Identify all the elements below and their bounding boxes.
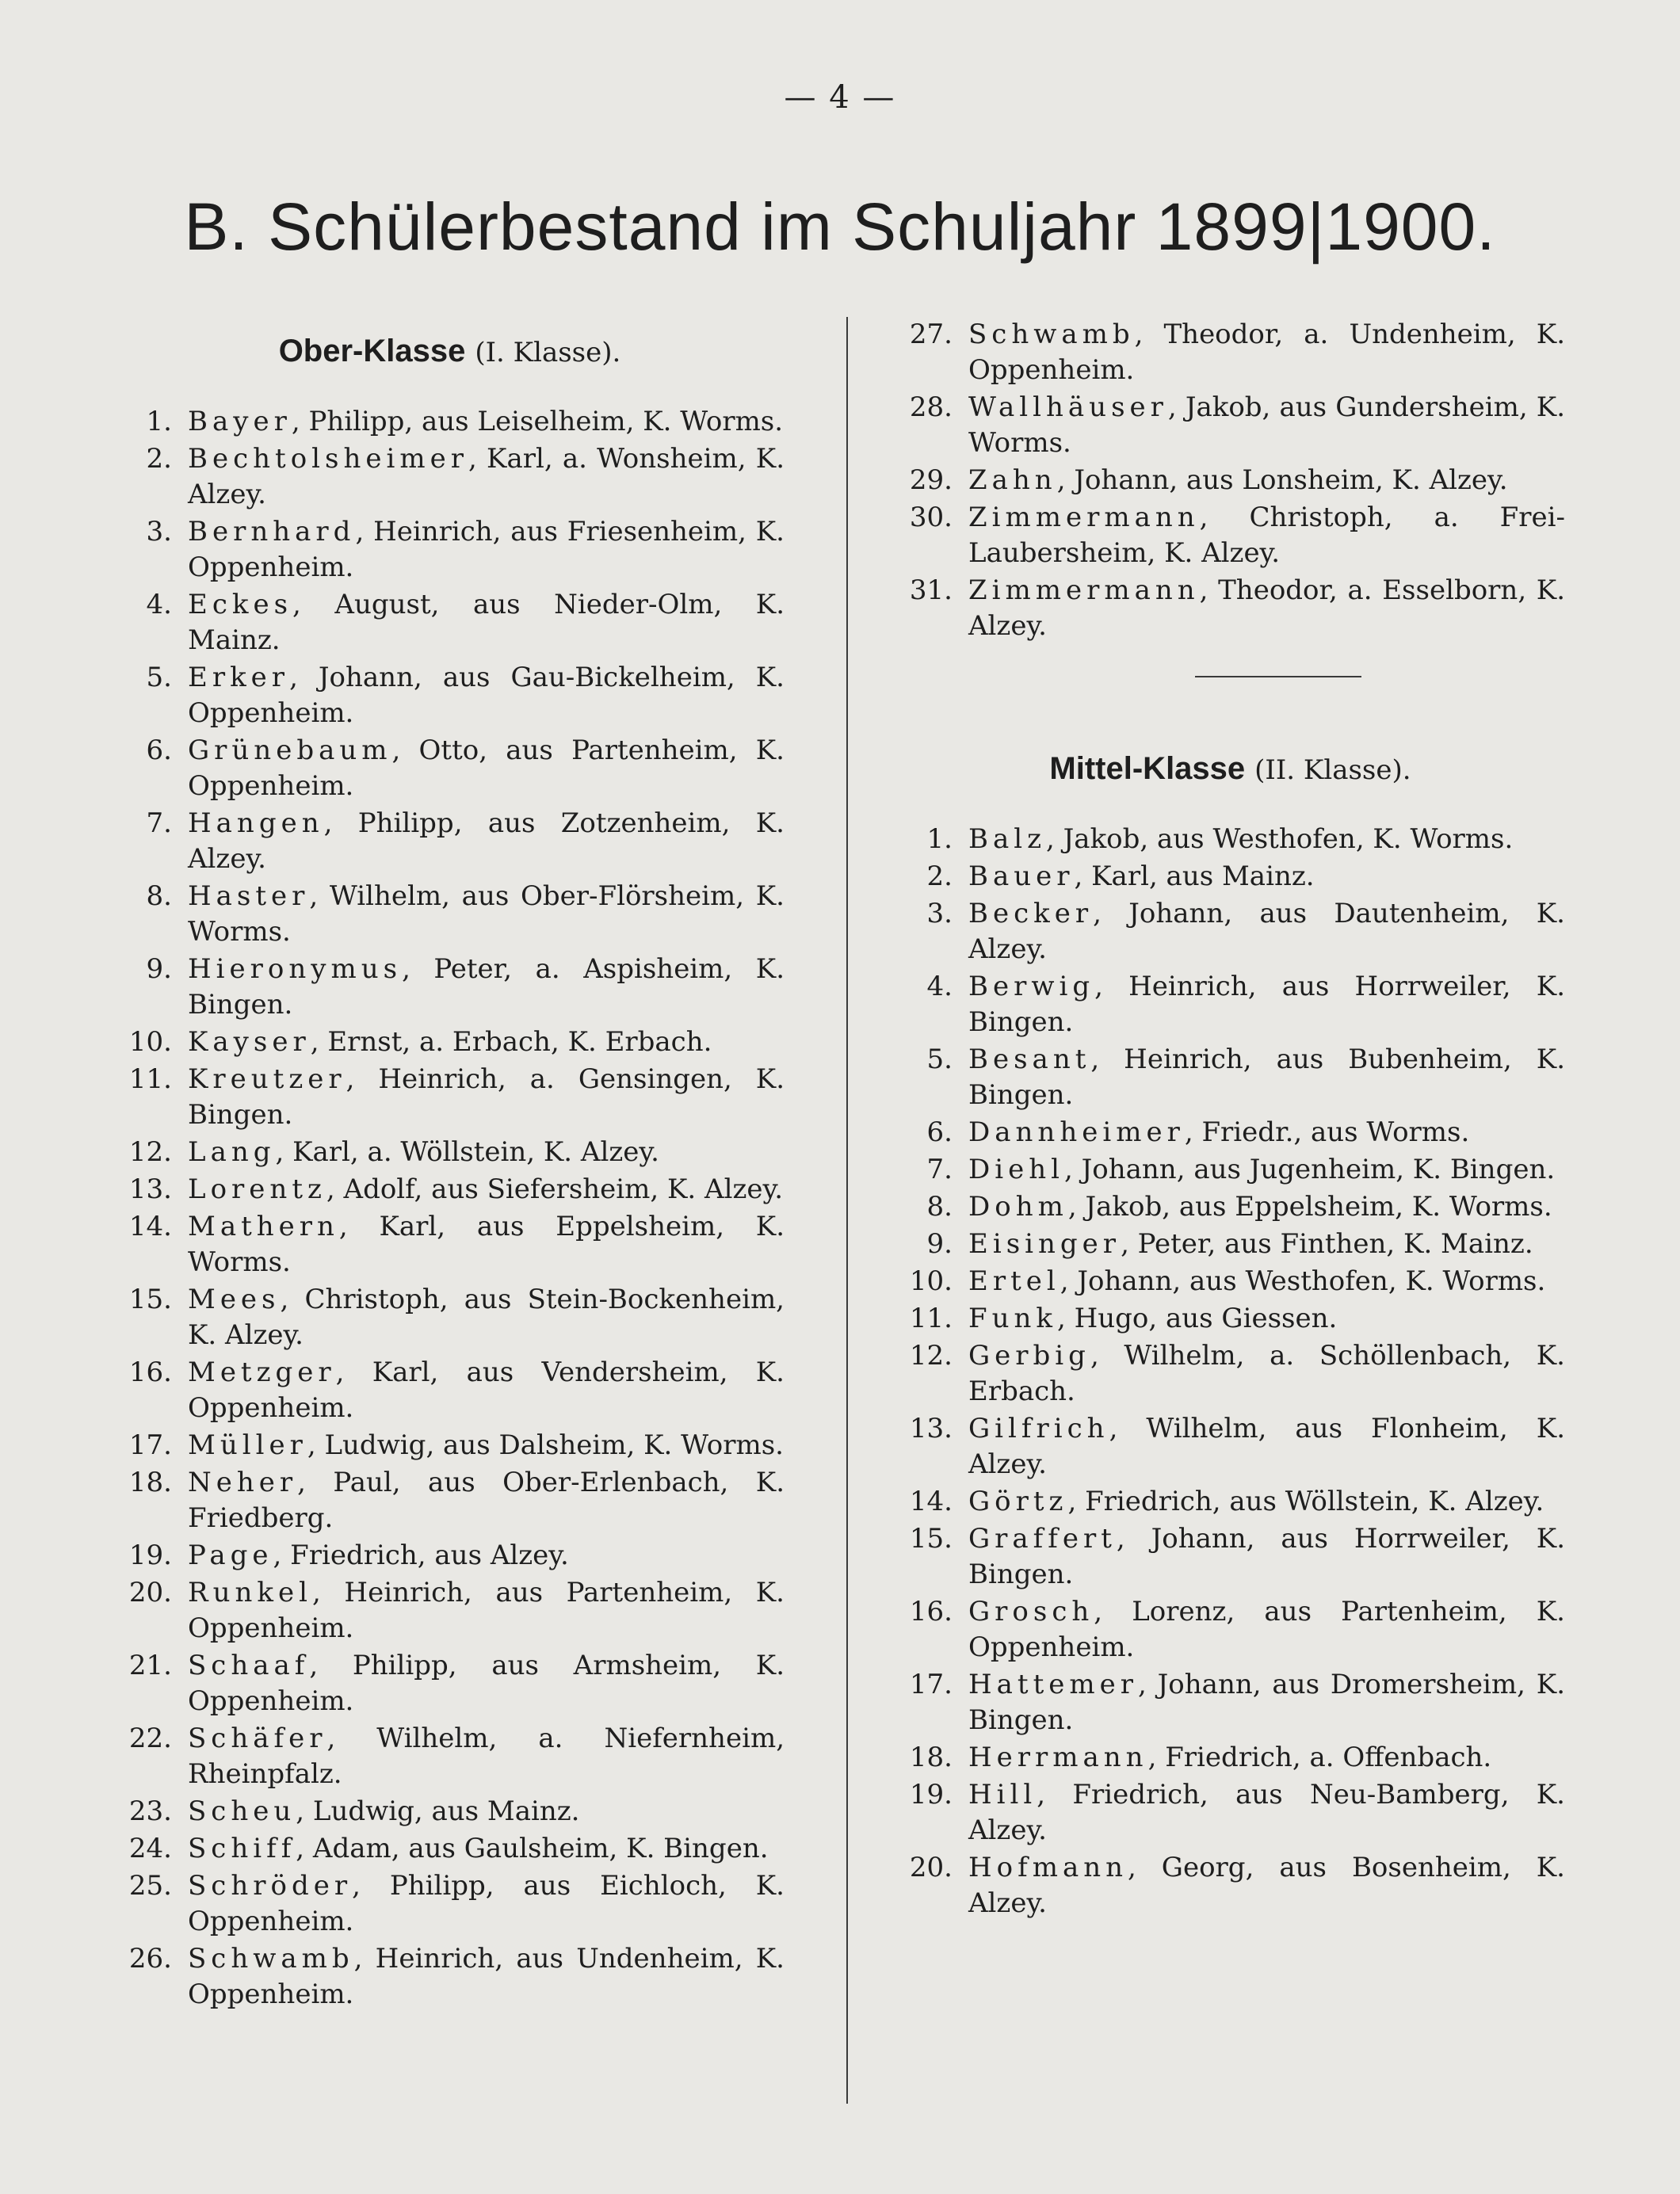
student-details: , Peter, aus Finthen, K. Mainz.	[1121, 1228, 1533, 1260]
student-entry	[895, 1115, 1565, 1150]
student-surname: Besant	[968, 1044, 1091, 1075]
student-entry	[895, 859, 1565, 895]
mittel-klasse-heading	[895, 735, 1565, 822]
student-details: , Lorenz, aus Partenheim, K. Oppenheim.	[968, 1596, 1565, 1663]
entry-number: 18.	[128, 1467, 172, 1498]
entry-number: 30.	[909, 502, 953, 533]
student-surname: Görtz	[968, 1486, 1068, 1517]
student-details: , Karl, a. Wöllstein, K. Alzey.	[275, 1136, 659, 1168]
entry-number: 13.	[128, 1173, 172, 1205]
student-entry	[895, 1740, 1565, 1776]
entry-number: 28.	[909, 391, 953, 423]
student-surname: Page	[188, 1540, 273, 1571]
student-surname: Bauer	[968, 860, 1075, 892]
student-entry	[115, 404, 785, 440]
student-details: , Philipp, aus Zotzenheim, K. Alzey.	[188, 807, 785, 875]
class-level: (II. Klasse).	[1254, 754, 1411, 786]
student-surname: Scheu	[188, 1795, 296, 1827]
student-details: , Johann, aus Horrweiler, K. Bingen.	[968, 1523, 1565, 1590]
student-surname: Bayer	[188, 406, 292, 437]
student-surname: Erker	[188, 662, 290, 693]
student-entry	[115, 806, 785, 877]
student-details: , Karl, aus Mainz.	[1074, 860, 1315, 892]
student-details: , Christoph, a. Frei-Laubersheim, K. Alzey.	[968, 502, 1565, 569]
entry-number: 9.	[146, 953, 172, 985]
student-surname: Dohm	[968, 1191, 1068, 1223]
student-details: , Philipp, aus Armsheim, K. Oppenheim.	[188, 1650, 785, 1717]
entry-number: 4.	[146, 589, 172, 620]
entry-number: 23.	[128, 1795, 172, 1827]
student-entry	[115, 1465, 785, 1536]
entry-number: 6.	[926, 1116, 953, 1148]
student-entry	[895, 1521, 1565, 1593]
student-surname: Mees	[188, 1284, 281, 1315]
student-details: , Hugo, aus Giessen.	[1057, 1303, 1338, 1334]
entry-number: 5.	[146, 662, 172, 693]
student-surname: Zimmermann	[968, 574, 1200, 606]
student-details: , Heinrich, aus Bubenheim, K. Bingen.	[968, 1044, 1565, 1111]
student-details: , Theodor, a. Esselborn, K. Alzey.	[968, 574, 1565, 642]
student-surname: Schaaf	[188, 1650, 310, 1681]
student-details: , Friedrich, aus Neu-Bamberg, K. Alzey.	[968, 1779, 1565, 1846]
student-details: , Paul, aus Ober-Erlenbach, K. Friedberg.	[188, 1467, 785, 1534]
student-surname: Ertel	[968, 1265, 1060, 1297]
entry-number: 16.	[909, 1596, 953, 1627]
entry-number: 7.	[926, 1154, 953, 1185]
student-surname: Schwamb	[968, 319, 1135, 350]
student-details: , Karl, aus Eppelsheim, K. Worms.	[188, 1211, 785, 1278]
ober-klasse-list-continued	[895, 317, 1565, 644]
student-details: , Christoph, aus Stein-Bockenheim, K. Alzey.	[188, 1284, 785, 1351]
student-surname: Eisinger	[968, 1228, 1121, 1260]
student-entry	[895, 1189, 1565, 1225]
student-entry	[895, 896, 1565, 967]
student-surname: Bernhard	[188, 516, 356, 548]
entry-number: 9.	[926, 1228, 953, 1260]
student-entry	[115, 1831, 785, 1867]
ober-klasse-list	[115, 404, 785, 2013]
student-entry	[115, 1648, 785, 1719]
student-surname: Hieronymus	[188, 953, 403, 985]
entry-number: 10.	[128, 1026, 172, 1058]
student-entry	[115, 1172, 785, 1208]
student-entry	[895, 1484, 1565, 1520]
student-entry	[115, 1941, 785, 2013]
student-entry	[115, 1575, 785, 1646]
student-details: , Theodor, a. Undenheim, K. Oppenheim.	[968, 319, 1565, 386]
student-entry	[895, 1667, 1565, 1738]
student-entry	[115, 587, 785, 658]
entry-number: 10.	[909, 1265, 953, 1297]
student-entry	[115, 1721, 785, 1792]
student-details: , Karl, a. Wonsheim, K. Alzey.	[188, 443, 785, 510]
entry-number: 8.	[146, 880, 172, 912]
entry-number: 12.	[909, 1340, 953, 1372]
column-divider	[846, 317, 848, 2104]
entry-number: 3.	[146, 516, 172, 548]
student-entry	[115, 1282, 785, 1353]
student-surname: Grünebaum	[188, 735, 392, 766]
student-details: , Ludwig, aus Mainz.	[296, 1795, 580, 1827]
entry-number: 26.	[128, 1943, 172, 1975]
student-details: , Jakob, aus Gundersheim, K. Worms.	[968, 391, 1565, 459]
entry-number: 2.	[146, 443, 172, 475]
student-details: , Otto, aus Partenheim, K. Oppenheim.	[188, 735, 785, 802]
student-surname: Berwig	[968, 971, 1095, 1002]
page-title: B. Schülerbestand im Schuljahr 1899|1900.	[184, 189, 1496, 264]
student-entry	[115, 514, 785, 586]
entry-number: 3.	[926, 898, 953, 929]
left-column	[115, 317, 785, 2014]
student-entry	[895, 1777, 1565, 1849]
entry-number: 2.	[926, 860, 953, 892]
student-details: , Johann, aus Westhofen, K. Worms.	[1060, 1265, 1546, 1297]
student-details: , Jakob, aus Westhofen, K. Worms.	[1046, 823, 1514, 855]
entry-number: 14.	[128, 1211, 172, 1242]
student-details: , Wilhelm, a. Niefernheim, Rheinpfalz.	[188, 1723, 785, 1790]
student-entry	[115, 441, 785, 513]
entry-number: 11.	[128, 1063, 172, 1095]
student-details: , Heinrich, aus Undenheim, K. Oppenheim.	[188, 1943, 785, 2010]
student-surname: Schwamb	[188, 1943, 354, 1975]
student-details: , Philipp, aus Eichloch, K. Oppenheim.	[188, 1870, 785, 1937]
student-details: , Friedr., aus Worms.	[1184, 1116, 1470, 1148]
student-surname: Schiff	[188, 1833, 296, 1864]
entry-number: 1.	[926, 823, 953, 855]
entry-number: 15.	[909, 1523, 953, 1555]
student-surname: Hattemer	[968, 1669, 1138, 1700]
student-details: , Georg, aus Bosenheim, K. Alzey.	[968, 1852, 1565, 1919]
student-entry	[115, 1355, 785, 1426]
student-entry	[115, 1135, 785, 1170]
student-details: , Johann, aus Gau-Bickelheim, K. Oppenheim.	[188, 662, 785, 729]
entry-number: 12.	[128, 1136, 172, 1168]
student-surname: Becker	[968, 898, 1094, 929]
student-surname: Schäfer	[188, 1723, 327, 1754]
entry-number: 17.	[128, 1429, 172, 1461]
student-details: , Heinrich, aus Friesenheim, K. Oppenheim.	[188, 516, 785, 583]
entry-number: 19.	[909, 1779, 953, 1811]
student-surname: Hill	[968, 1779, 1037, 1811]
student-entry	[115, 1794, 785, 1830]
student-details: , Heinrich, a. Gensingen, K. Bingen.	[188, 1063, 785, 1131]
student-surname: Kreutzer	[188, 1063, 346, 1095]
entry-number: 1.	[146, 406, 172, 437]
student-entry	[895, 463, 1565, 498]
student-surname: Metzger	[188, 1356, 336, 1388]
student-entry	[895, 1594, 1565, 1666]
student-details: , Heinrich, aus Partenheim, K. Oppenheim.	[188, 1577, 785, 1644]
student-surname: Bechtolsheimer	[188, 443, 469, 475]
student-details: , Friedrich, a. Offenbach.	[1147, 1742, 1492, 1773]
student-surname: Haster	[188, 880, 310, 912]
student-entry	[895, 1264, 1565, 1299]
student-entry	[895, 822, 1565, 857]
entry-number: 6.	[146, 735, 172, 766]
student-details: , Johann, aus Dromersheim, K. Bingen.	[968, 1669, 1565, 1736]
student-surname: Balz	[968, 823, 1047, 855]
entry-number: 31.	[909, 574, 953, 606]
student-surname: Hangen	[188, 807, 324, 839]
student-surname: Gerbig	[968, 1340, 1090, 1372]
student-details: , Wilhelm, aus Ober-Flörsheim, K. Worms.	[188, 880, 785, 948]
class-name: Mittel-Klasse	[1049, 751, 1246, 786]
student-surname: Lorentz	[188, 1173, 326, 1205]
entry-number: 5.	[926, 1044, 953, 1075]
student-details: , Peter, a. Aspisheim, K. Bingen.	[188, 953, 785, 1021]
student-surname: Wallhäuser	[968, 391, 1168, 423]
entry-number: 4.	[926, 971, 953, 1002]
student-details: , Ernst, a. Erbach, K. Erbach.	[310, 1026, 712, 1058]
student-surname: Kayser	[188, 1026, 311, 1058]
student-details: , Ludwig, aus Dalsheim, K. Worms.	[307, 1429, 784, 1461]
student-entry	[115, 660, 785, 731]
student-surname: Graffert	[968, 1523, 1117, 1555]
student-details: , Adolf, aus Siefersheim, K. Alzey.	[326, 1173, 784, 1205]
student-entry	[895, 1301, 1565, 1337]
student-entry	[115, 1538, 785, 1574]
mittel-klasse-list	[895, 822, 1565, 1921]
entry-number: 27.	[909, 319, 953, 350]
entry-number: 18.	[909, 1742, 953, 1773]
student-surname: Funk	[968, 1303, 1057, 1334]
student-surname: Runkel	[188, 1577, 312, 1608]
student-surname: Müller	[188, 1429, 307, 1461]
student-surname: Schröder	[188, 1870, 353, 1902]
entry-number: 29.	[909, 464, 953, 496]
section-rule	[1195, 676, 1361, 677]
student-entry	[895, 1042, 1565, 1113]
page-number: — 4 —	[784, 79, 896, 116]
student-entry	[115, 1025, 785, 1060]
entry-number: 14.	[909, 1486, 953, 1517]
student-entry	[115, 952, 785, 1023]
student-surname: Diehl	[968, 1154, 1065, 1185]
entry-number: 19.	[128, 1540, 172, 1571]
student-entry	[115, 1428, 785, 1463]
entry-number: 20.	[909, 1852, 953, 1883]
entry-number: 13.	[909, 1413, 953, 1444]
entry-number: 11.	[909, 1303, 953, 1334]
student-surname: Zimmermann	[968, 502, 1200, 533]
student-surname: Dannheimer	[968, 1116, 1185, 1148]
entry-number: 17.	[909, 1669, 953, 1700]
student-entry	[895, 500, 1565, 571]
student-details: , August, aus Nieder-Olm, K. Mainz.	[188, 589, 785, 656]
entry-number: 16.	[128, 1356, 172, 1388]
student-details: , Heinrich, aus Horrweiler, K. Bingen.	[968, 971, 1565, 1038]
entry-number: 21.	[128, 1650, 172, 1681]
student-details: , Johann, aus Jugenheim, K. Bingen.	[1064, 1154, 1556, 1185]
student-entry	[115, 733, 785, 804]
entry-number: 20.	[128, 1577, 172, 1608]
entry-number: 15.	[128, 1284, 172, 1315]
student-surname: Gilfrich	[968, 1413, 1109, 1444]
entry-number: 8.	[926, 1191, 953, 1223]
student-details: , Adam, aus Gaulsheim, K. Bingen.	[296, 1833, 769, 1864]
student-entry	[895, 390, 1565, 461]
student-surname: Mathern	[188, 1211, 339, 1242]
right-column	[895, 317, 1565, 1923]
student-entry	[895, 317, 1565, 388]
student-entry	[115, 1062, 785, 1133]
student-surname: Lang	[188, 1136, 276, 1168]
student-entry	[895, 1850, 1565, 1921]
student-entry	[895, 1152, 1565, 1188]
student-entry	[115, 1209, 785, 1280]
student-surname: Zahn	[968, 464, 1057, 496]
student-details: , Jakob, aus Eppelsheim, K. Worms.	[1067, 1191, 1552, 1223]
student-details: , Friedrich, aus Wöllstein, K. Alzey.	[1067, 1486, 1544, 1517]
entry-number: 7.	[146, 807, 172, 839]
student-entry	[115, 1868, 785, 1940]
student-surname: Hofmann	[968, 1852, 1128, 1883]
student-entry	[895, 969, 1565, 1040]
student-details: , Wilhelm, a. Schöllenbach, K. Erbach.	[968, 1340, 1565, 1407]
ober-klasse-heading	[115, 317, 785, 404]
student-entry	[115, 879, 785, 950]
student-details: , Johann, aus Lonsheim, K. Alzey.	[1056, 464, 1508, 496]
entry-number: 24.	[128, 1833, 172, 1864]
student-details: , Philipp, aus Leiselheim, K. Worms.	[291, 406, 784, 437]
student-surname: Neher	[188, 1467, 298, 1498]
student-details: , Friedrich, aus Alzey.	[273, 1540, 569, 1571]
class-name: Ober-Klasse	[278, 334, 466, 368]
class-level: (I. Klasse).	[475, 337, 621, 368]
student-details: , Johann, aus Dautenheim, K. Alzey.	[968, 898, 1565, 965]
entry-number: 25.	[128, 1870, 172, 1902]
student-entry	[895, 1227, 1565, 1262]
student-surname: Eckes	[188, 589, 293, 620]
student-entry	[895, 1411, 1565, 1482]
entry-number: 22.	[128, 1723, 172, 1754]
student-details: , Karl, aus Vendersheim, K. Oppenheim.	[188, 1356, 785, 1424]
student-surname: Grosch	[968, 1596, 1094, 1627]
student-entry	[895, 1338, 1565, 1410]
student-details: , Wilhelm, aus Flonheim, K. Alzey.	[968, 1413, 1565, 1480]
student-entry	[895, 573, 1565, 644]
student-surname: Herrmann	[968, 1742, 1148, 1773]
